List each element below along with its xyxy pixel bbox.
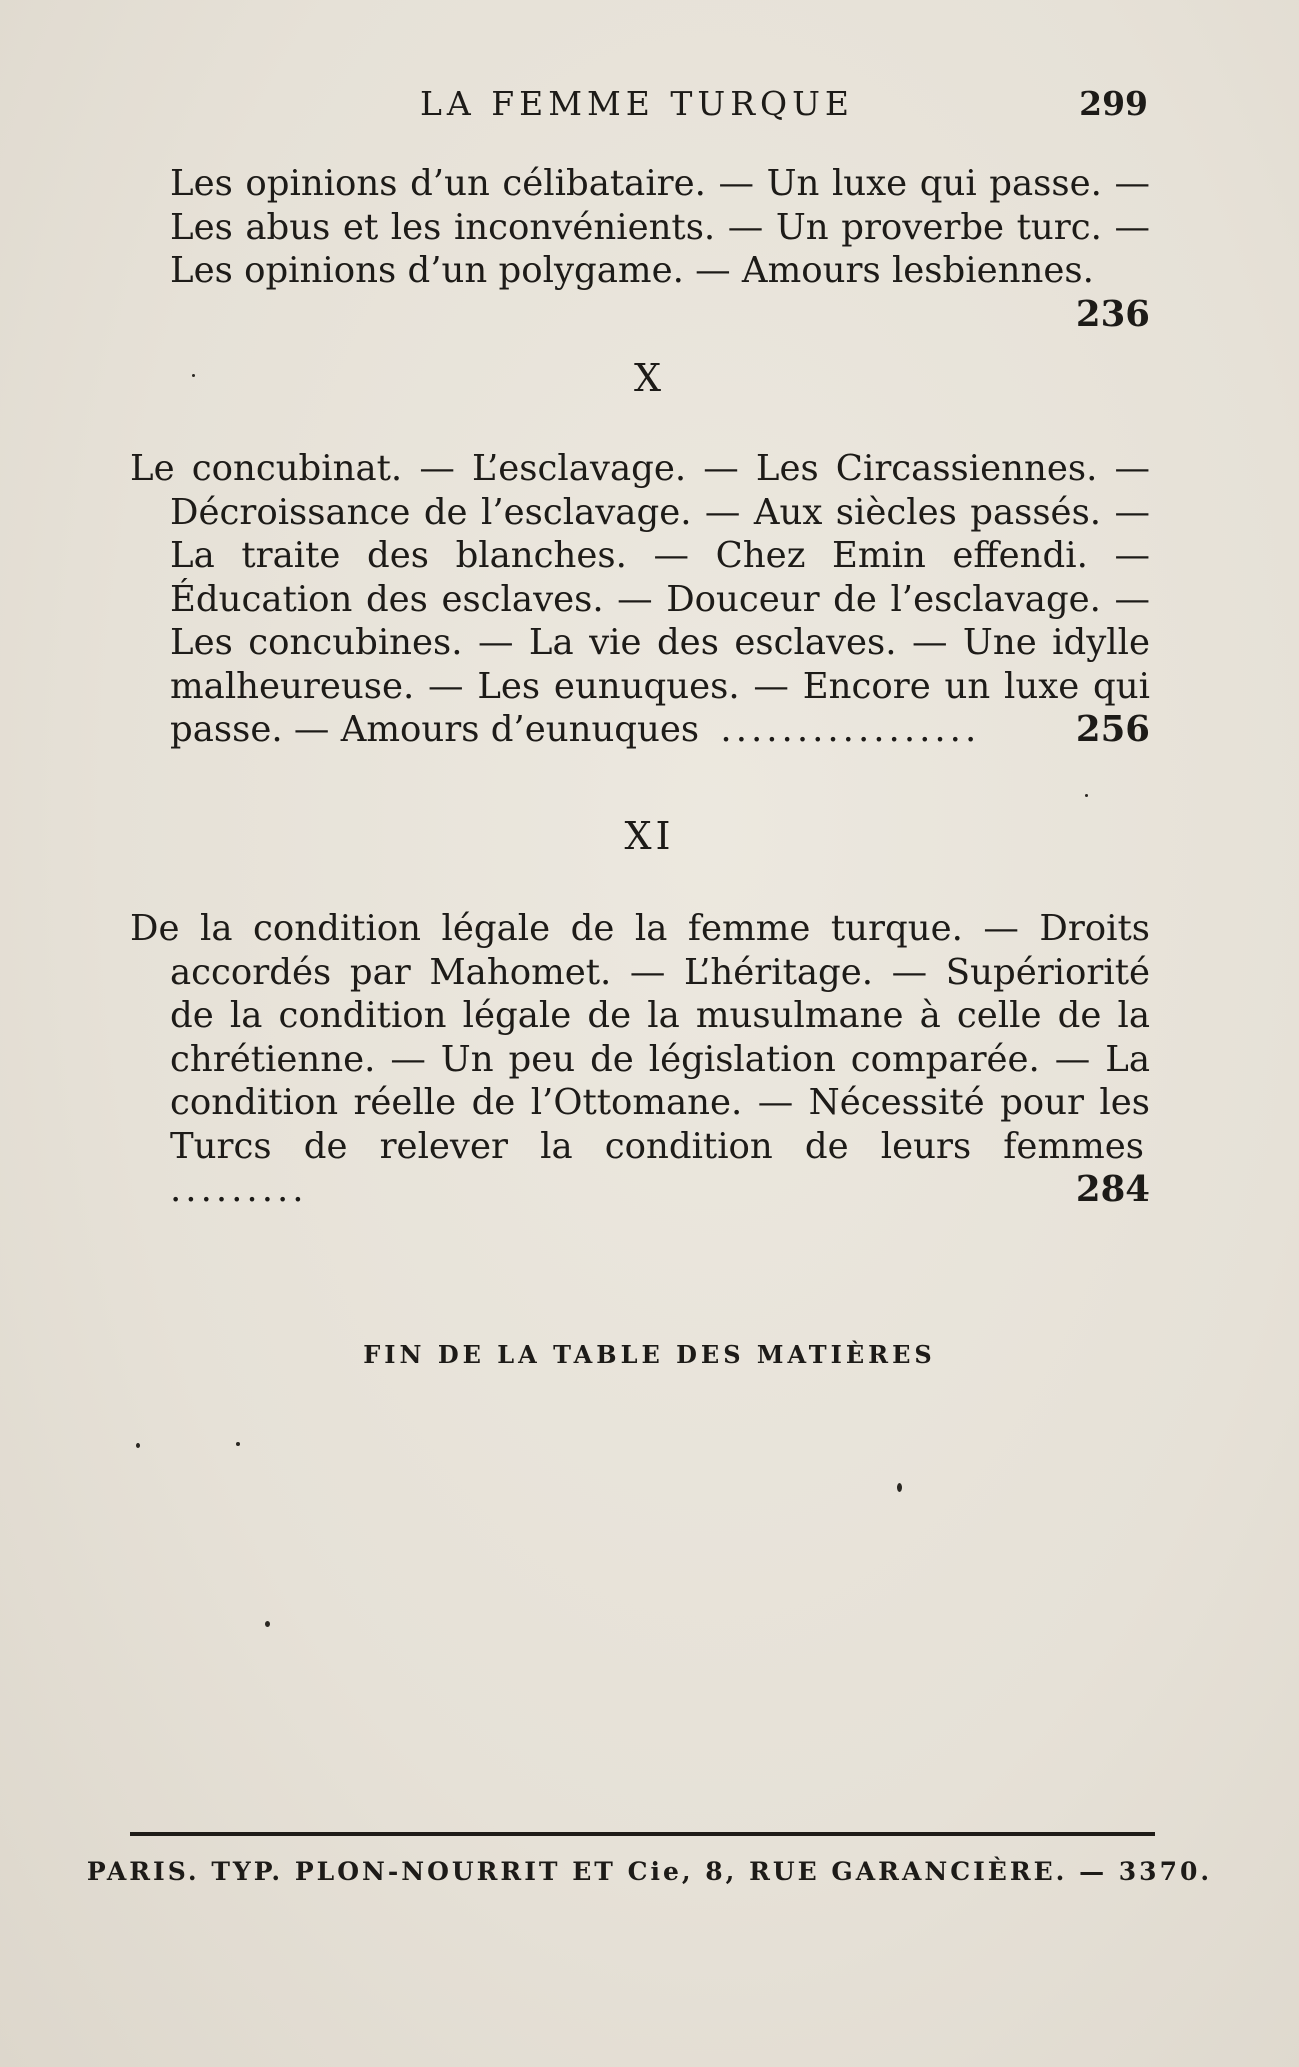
toc-entry	[130, 447, 1150, 752]
toc-entry-page: 256	[1075, 709, 1150, 750]
toc-entry-text: Le concubinat. — L’esclavage. — Les Circassiennes. — Décroissance de l’esclavage. — Aux siècles passés. — La traite des blanches. — Chez Emin effendi. — Éducation des esclaves. — Douceur de l’esclavage. — Les concubines. — La vie des esclaves. — Une idylle malheureuse. — Les eunuques. — Encore un luxe qui passe. — Amours d’eunuques	[130, 448, 1150, 750]
toc-entry	[130, 907, 1150, 1212]
toc-entry-text: De la condition légale de la femme turque. — Droits accordés par Mahomet. — L’héritage. — Supériorité de la condition légale de la musulmane à celle de la chrétienne. — Un peu de législation comparée. — La condition réelle de l’Ottomane. — Nécessité pour les Turcs de relever la condition de leurs femmes	[130, 908, 1150, 1167]
page-number: 299	[1079, 84, 1148, 123]
toc-entry-text: Les opinions d’un célibataire. — Un luxe qui passe. — Les abus et les inconvénients. — Un proverbe turc. — Les opinions d’un polygame. — Amours lesbiennes.	[170, 163, 1150, 291]
printer-imprint: PARIS. TYP. PLON-NOURRIT ET Cie, 8, RUE GARANCIÈRE. — 3370.	[86, 1857, 1213, 1886]
ink-speck	[897, 1483, 902, 1492]
end-note: FIN DE LA TABLE DES MATIÈRES	[363, 1340, 936, 1369]
dot-leader: .................	[705, 709, 981, 750]
dot-leader: .........	[170, 1169, 308, 1210]
ink-speck	[136, 1443, 140, 1448]
toc-entry	[170, 162, 1150, 336]
toc-entry-page: 284	[1075, 1169, 1150, 1210]
chapter-heading: X	[633, 356, 666, 400]
toc-entry-page: 236	[1075, 293, 1150, 335]
chapter-heading: XI	[624, 814, 675, 858]
ink-speck	[192, 374, 195, 377]
ink-speck	[265, 1621, 270, 1627]
horizontal-rule	[130, 1832, 1155, 1836]
ink-speck	[236, 1442, 240, 1446]
running-head	[168, 84, 1148, 128]
ink-speck	[1085, 794, 1088, 797]
running-title: LA FEMME TURQUE	[420, 84, 855, 123]
